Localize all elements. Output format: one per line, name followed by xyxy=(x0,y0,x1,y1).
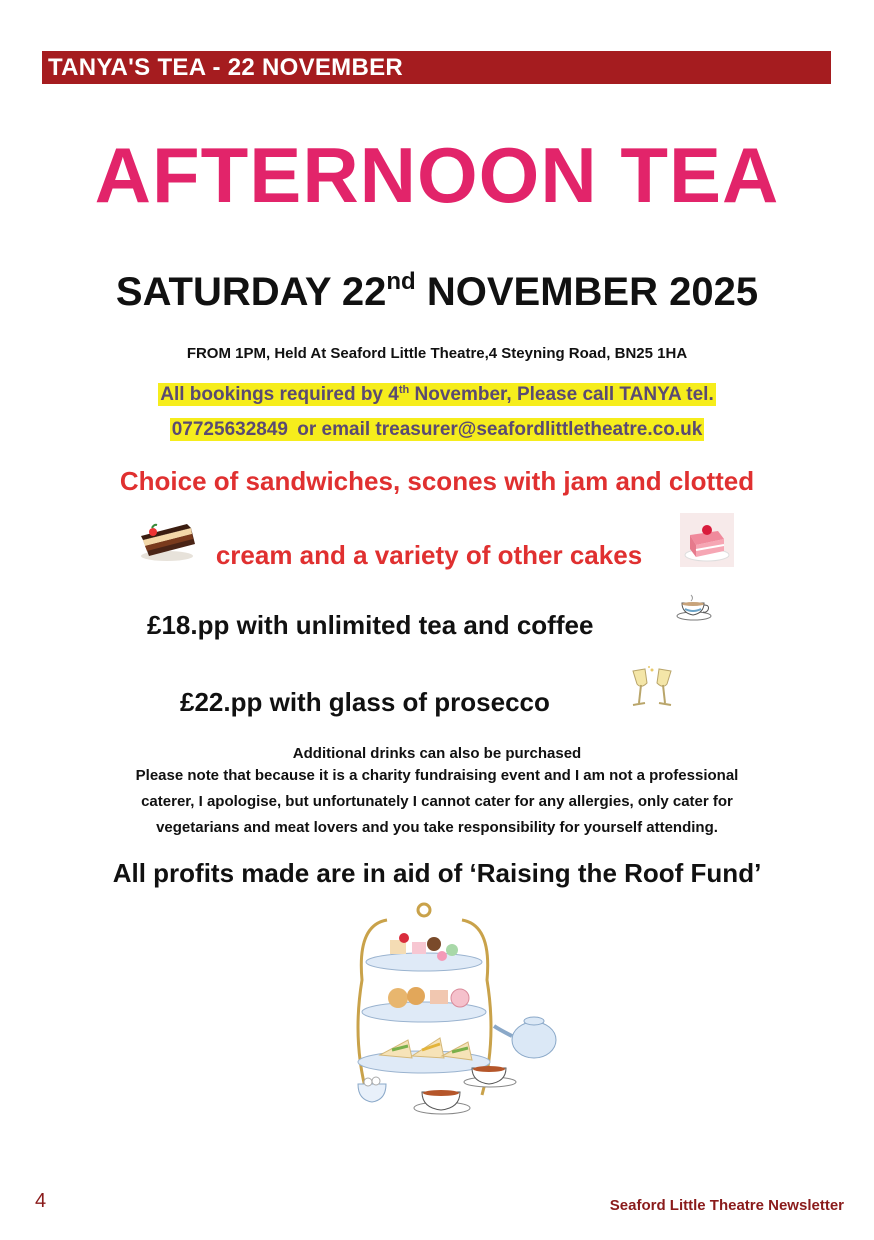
header-banner: TANYA'S TEA - 22 NOVEMBER xyxy=(42,51,831,84)
note-allergy-3: vegetarians and meat lovers and you take responsibility for yourself attending. xyxy=(156,819,718,836)
page-number: 4 xyxy=(35,1190,47,1212)
date-suffix: NOVEMBER 2025 xyxy=(415,270,759,314)
teacup-icon xyxy=(675,593,713,621)
date-ordinal: nd xyxy=(386,268,416,295)
profits-statement: All profits made are in aid of ‘Raising the Roof Fund’ xyxy=(112,858,762,888)
note-allergy-2: caterer, I apologise, but unfortunately I cannot cater for any allergies, only cater for xyxy=(141,793,733,810)
champagne-glasses-icon xyxy=(625,665,679,711)
newsletter-title: Seaford Little Theatre Newsletter xyxy=(609,1197,844,1214)
booking-line-1 xyxy=(0,384,874,406)
menu-line-2: cream and a variety of other cakes xyxy=(215,540,643,570)
menu-line-1: Choice of sandwiches, scones with jam and clotted xyxy=(119,466,755,496)
price-tea: £18.pp with unlimited tea and coffee xyxy=(147,610,594,640)
event-title: AFTERNOON TEA xyxy=(94,131,780,219)
booking-email: or email treasurer@seafordlittletheatre.co.uk xyxy=(291,419,703,440)
event-venue: FROM 1PM, Held At Seaford Little Theatre,4 Steyning Road, BN25 1HA xyxy=(186,345,688,362)
price-prosecco: £22.pp with glass of prosecco xyxy=(180,687,550,717)
booking-ordinal: th xyxy=(398,384,410,396)
booking-highlight-1 xyxy=(158,383,716,406)
booking-prefix: All bookings required by 4 xyxy=(160,384,399,405)
booking-line-2 xyxy=(0,419,874,441)
booking-phone: 07725632849 xyxy=(171,419,288,440)
note-allergy-1: Please note that because it is a charity fundraising event and I am not a professional xyxy=(135,767,739,784)
note-drinks: Additional drinks can also be purchased xyxy=(292,745,582,762)
booking-suffix: November, Please call TANYA tel. xyxy=(409,384,714,405)
date-prefix: SATURDAY 22 xyxy=(115,270,387,314)
cake-stand-illustration xyxy=(312,900,562,1130)
event-date xyxy=(0,268,874,315)
